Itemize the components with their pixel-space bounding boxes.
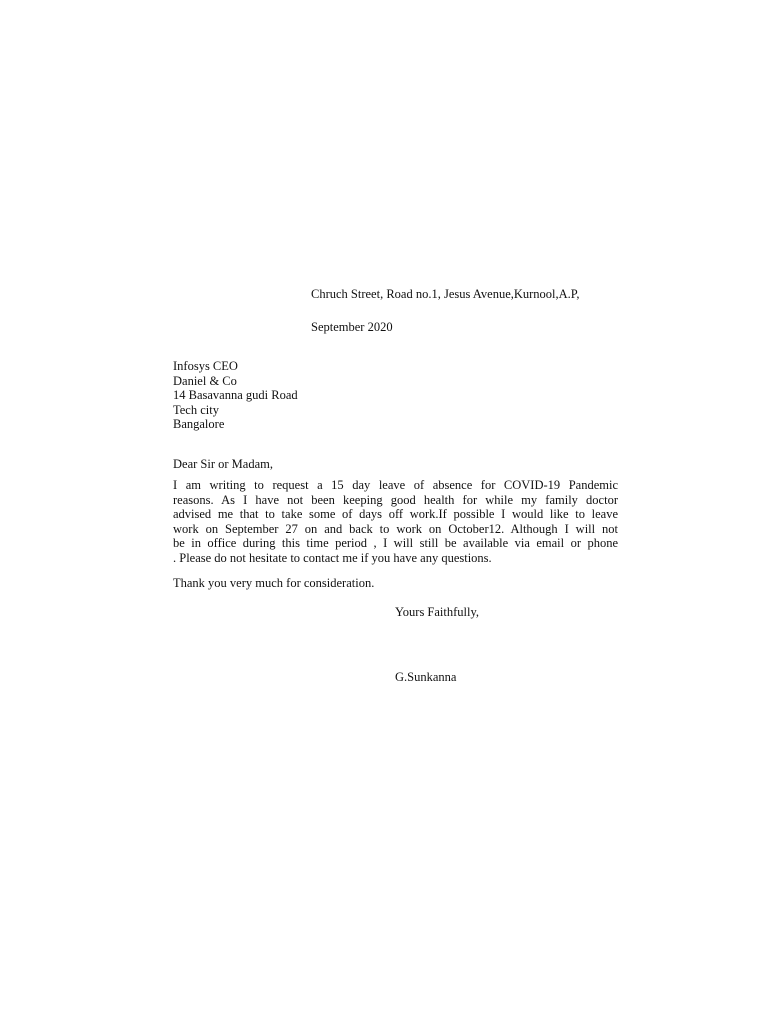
recipient-line: Daniel & Co: [173, 373, 237, 388]
letter-date: September 2020: [311, 320, 393, 334]
body-line: I am writing to request a 15 day leave of absence for COVID-19 Pandemic: [173, 478, 618, 492]
body-line: be in office during this time period , I will still be available via email or phone: [173, 536, 618, 550]
recipient-address-block: [173, 359, 298, 432]
recipient-line: Tech city: [173, 402, 219, 417]
thanks-line: Thank you very much for consideration.: [173, 576, 375, 590]
sender-address: Chruch Street, Road no.1, Jesus Avenue,Kurnool,A.P,: [311, 287, 580, 301]
closing: Yours Faithfully,: [395, 605, 480, 619]
recipient-line: 14 Basavanna gudi Road: [173, 388, 298, 402]
signature-name: G.Sunkanna: [395, 670, 457, 684]
body-line: . Please do not hesitate to contact me if you have any questions.: [173, 550, 492, 565]
body-line: reasons. As I have not been keeping good health for while my family doctor: [173, 492, 618, 507]
body-line: advised me that to take some of days off work.If possible I would like to leave: [173, 507, 618, 521]
salutation: Dear Sir or Madam,: [173, 457, 273, 471]
body-line: work on September 27 on and back to work on October12. Although I will not: [173, 521, 618, 536]
recipient-line: Bangalore: [173, 417, 225, 431]
recipient-line: Infosys CEO: [173, 359, 238, 373]
body-paragraph: [173, 478, 618, 565]
